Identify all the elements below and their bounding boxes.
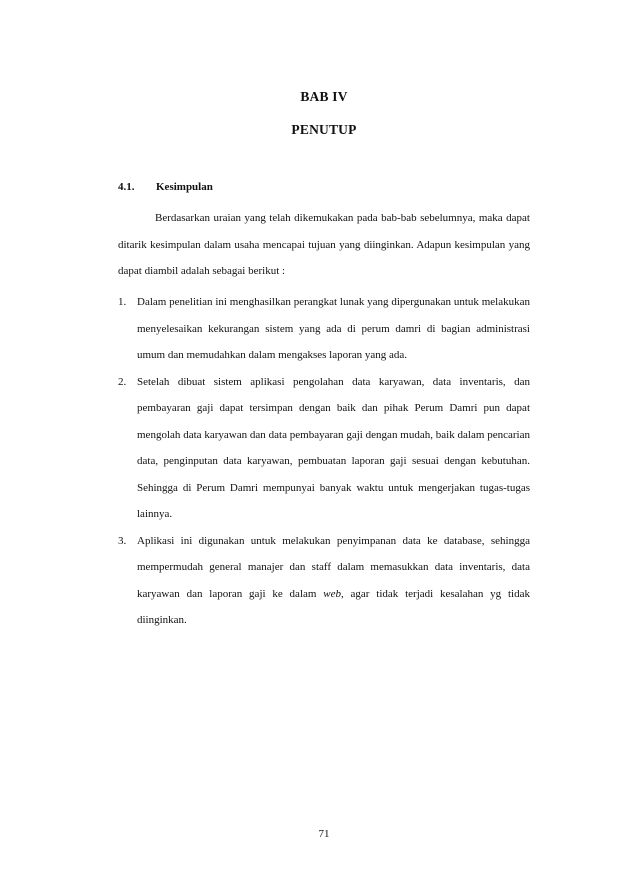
section-number: 4.1. bbox=[118, 181, 135, 193]
conclusion-list bbox=[118, 289, 530, 634]
list-item-text: Dalam penelitian ini menghasilkan perangkat lunak yang dipergunakan untuk melakukan menyelesaikan kekurangan sistem yang ada di perum damri di bagian administrasi umum dan memudahkan dalam mengakses laporan yang ada. bbox=[137, 296, 530, 361]
intro-paragraph: Berdasarkan uraian yang telah dikemukakan pada bab-bab sebelumnya, maka dapat ditarik kesimpulan dalam usaha mencapai tujuan yang diinginkan. Adapun kesimpulan yang dapat diambil adalah sebagai berikut : bbox=[118, 212, 530, 277]
chapter-title: PENUTUP bbox=[291, 122, 357, 137]
section-heading bbox=[118, 181, 213, 193]
list-marker: 3. bbox=[118, 534, 127, 547]
page-number: 71 bbox=[318, 828, 330, 840]
list-item-text: Setelah dibuat sistem aplikasi pengolahan data karyawan, data inventaris, dan pembayaran gaji dapat tersimpan dengan baik dan pihak Perum Damri pun dapat mengolah data karyawan dan data pembayaran gaji dengan mudah, baik dalam pencarian data, penginputan data karyawan, pembuatan laporan gaji sesuai dengan kebutuhan. Sehingga di Perum Damri mempunyai banyak waktu untuk mengerjakan tugas-tugas lainnya. bbox=[137, 375, 530, 520]
section-title: Kesimpulan bbox=[156, 181, 213, 193]
list-item-text-after: , agar tidak terjadi kesalahan yg tidak diinginkan. bbox=[137, 587, 530, 626]
list-marker: 2. bbox=[118, 375, 127, 388]
list-item bbox=[118, 369, 530, 528]
chapter-number: BAB IV bbox=[300, 89, 348, 104]
list-item-text-before: Aplikasi ini digunakan untuk melakukan penyimpanan data ke database, sehingga mempermudah general manajer dan staff dalam memasukkan data inventaris, data karyawan dan laporan gaji ke dalam bbox=[137, 534, 530, 600]
list-marker: 1. bbox=[118, 296, 127, 308]
list-item bbox=[118, 289, 530, 369]
list-item bbox=[118, 528, 530, 634]
list-item-text-italic: web bbox=[323, 587, 341, 600]
